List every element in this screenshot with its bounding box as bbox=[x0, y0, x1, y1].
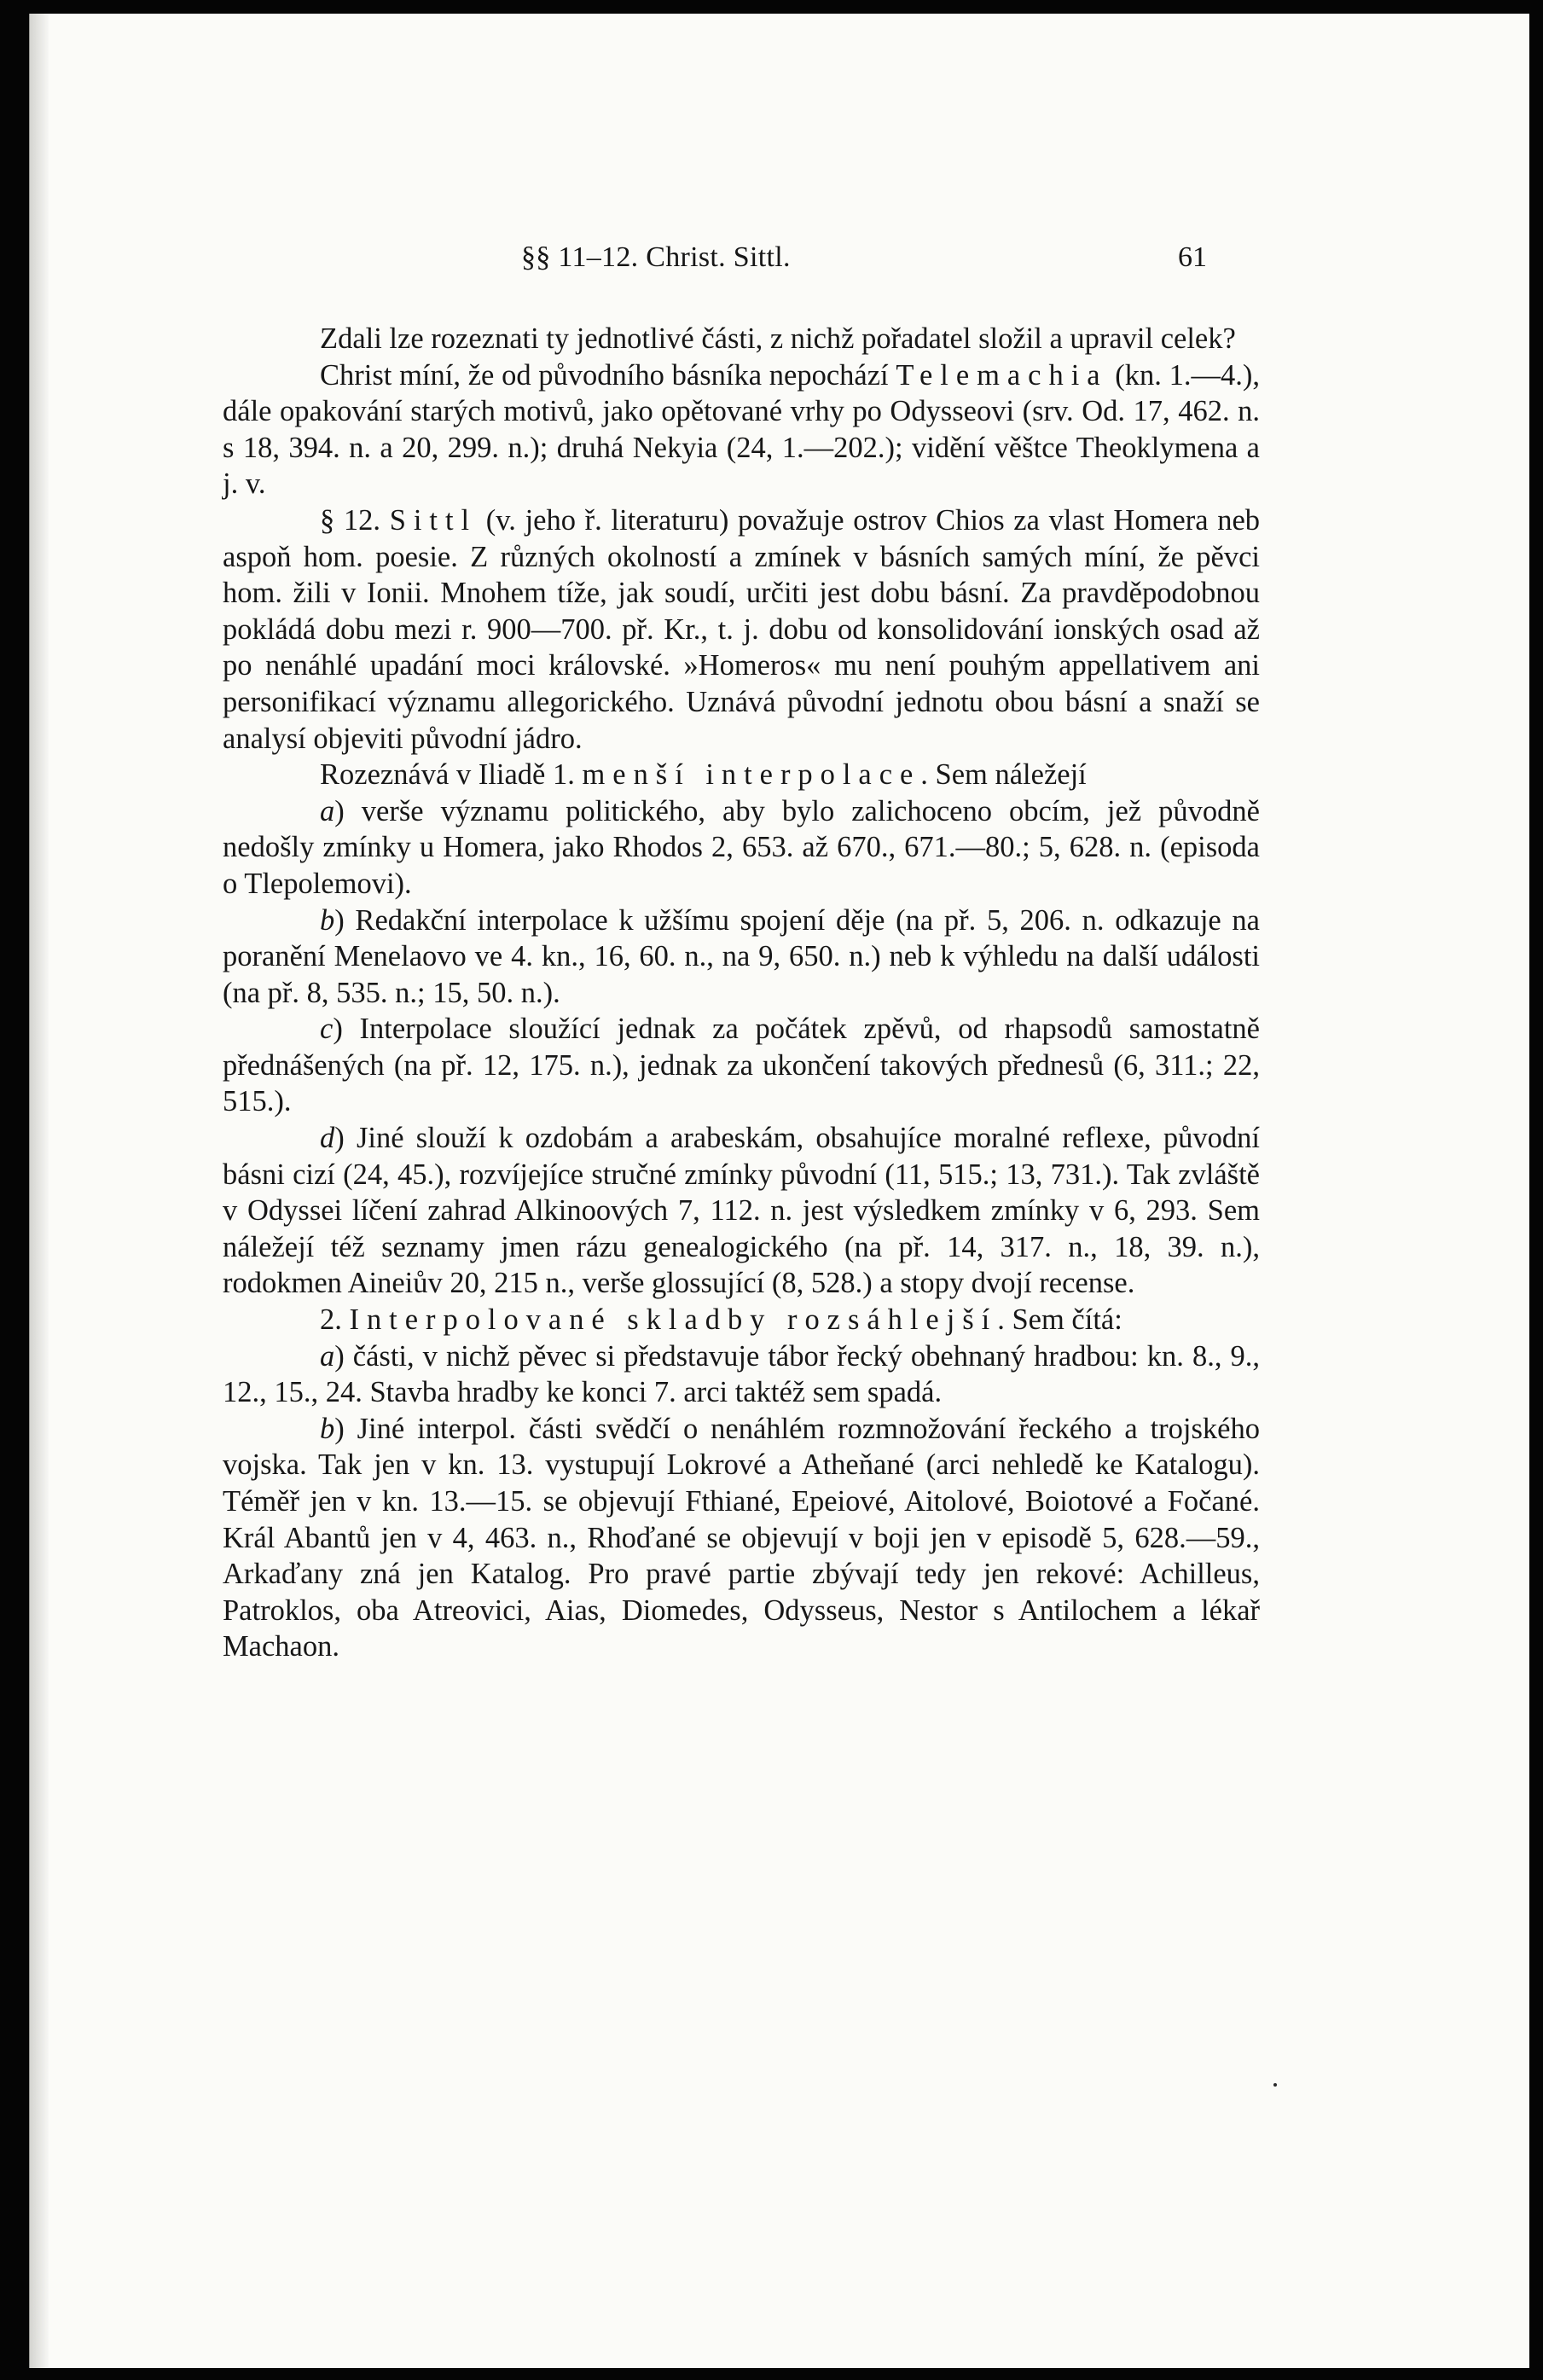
running-head bbox=[30, 232, 1529, 283]
text-segment: ) Jiné slouží k ozdobám a arabeskám, obsahujíce moralné reflexe, původní básni cizí (24, 45.), rozvíjejíce stručné zmínky původní (11, 515.; 13, 731.). Tak zvláště v Odyssei líčení zahrad Alkinoových 7, 112. n. jest výsledkem zmínky v 6, 293. Sem náležejí též seznamy jmen rázu genealogického (na př. 14, 317. n., 18, 39. n.), rodokmen Aineiův 20, 215 n., verše glossující (8, 528.) a stopy dvojí recense. bbox=[223, 1122, 1260, 1300]
text-segment: ) verše významu politického, aby bylo zalichoceno obcím, jež původně nedošly zmínky u Homera, jako Rhodos 2, 653. až 670., 671.—80.; 5, 628. n. (episoda o Tlepolemovi). bbox=[223, 794, 1260, 900]
paragraph-item-a bbox=[223, 793, 1260, 903]
paragraph-intro-question bbox=[223, 321, 1260, 357]
paragraph-item-2a bbox=[223, 1338, 1260, 1411]
item-letter: b bbox=[320, 903, 335, 937]
page-number: 61 bbox=[1178, 241, 1207, 273]
text-segment: ) Jiné interpol. části svědčí o nenáhlém rozmnožování řeckého a trojského vojska. Tak jen v kn. 13. vystupují Lokrové a Atheňané (arci nehledě ke Katalogu). Téměř jen v kn. 13.—15. se objevují Fthiané, Epeiové, Aitolové, Boiotové a Fočané. Král Abantů jen v 4, 463. n., Rhoďané se objevují v boji jen v episodě 5, 628.—59., Arkaďany zná jen Katalog. Pro pravé partie zbývají tedy jen rekové: Achilleus, Patroklos, oba Atreovici, Aias, Diomedes, Odysseus, Nestor s Antilochem a lékař Machaon. bbox=[223, 1412, 1260, 1663]
text-body bbox=[223, 321, 1260, 1665]
spaced-term: Sittl bbox=[389, 503, 478, 537]
text-segment: Zdali lze rozeznati ty jednotlivé části, z nichž pořadatel složil a upravil celek? bbox=[320, 322, 1236, 355]
item-letter: a bbox=[320, 1339, 335, 1373]
book-page bbox=[29, 14, 1529, 2368]
spaced-term: menší interpolace bbox=[582, 758, 921, 792]
paragraph-item-d bbox=[223, 1120, 1260, 1302]
item-letter: a bbox=[320, 794, 335, 827]
text-segment: ) části, v nichž pěvec si představuje tábor řecký obehnaný hradbou: kn. 8., 9., 12., 15., 24. Stavba hradby ke konci 7. arci taktéž sem spadá. bbox=[223, 1339, 1260, 1409]
text-segment: ) Interpolace sloužící jednak za počátek zpěvů, od rhapsodů samostatně přednášených (na př. 12, 175. n.), jednak za ukončení takových přednesů (6, 311.; 22, 515.). bbox=[223, 1013, 1260, 1118]
text-segment: ) Redakční interpolace k užšímu spojení děje (na př. 5, 206. n. odkazuje na poranění Menelaovo ve 4. kn., 16, 60. n., na 9, 650. n.) neb k výhledu na další události (na př. 8, 535. n.; 15, 50. n.). bbox=[223, 903, 1260, 1009]
paragraph-item-c bbox=[223, 1011, 1260, 1120]
text-segment: 2. bbox=[320, 1303, 350, 1337]
stray-mark bbox=[1273, 2083, 1277, 2087]
text-segment: (kn. 1.—4.), dále opakování starých motivů, jako opětované vrhy po Odysseovi (srv. Od. 17, 462. n. s 18, 394. n. a 20, 299. n.); druhá Nekyia (24, 1.—202.); vidění věštce Theoklymena a j. v. bbox=[223, 358, 1260, 501]
item-letter: c bbox=[320, 1013, 334, 1046]
spaced-term: Interpolované skladby rozsáhlejší bbox=[349, 1303, 998, 1337]
running-head-title: §§ 11–12. Christ. Sittl. bbox=[521, 241, 791, 273]
text-segment: (v. jeho ř. literaturu) považuje ostrov Chios za vlast Homera neb aspoň hom. poesie. Z různých okolností a zmínek v básních samých míní, že pěvci hom. žili v Ionii. Mnohem tíže, jak soudí, určiti jest dobu básní. Za pravděpodobnou pokládá dobu mezi r. 900—700. př. Kr., t. j. dobu od konsolidování ionských osad až po nenáhlé upadání moci královské. »Homeros« mu není pouhým appellativem ani personifikací významu allegorického. Uznává původní jednotu obou básní a snaží se analysí objeviti původní jádro. bbox=[223, 503, 1261, 755]
binding-edge bbox=[30, 14, 49, 2368]
paragraph-sittl bbox=[223, 502, 1260, 757]
paragraph-item-2b bbox=[223, 1411, 1260, 1665]
paragraph-larger-interpolations bbox=[223, 1302, 1260, 1338]
text-segment: Rozeznává v Iliadě 1. bbox=[320, 758, 583, 792]
text-segment: Christ míní, že od původního básníka nepochází bbox=[320, 358, 896, 392]
text-segment: § 12. bbox=[320, 503, 390, 537]
text-segment: . Sem čítá: bbox=[997, 1303, 1122, 1337]
paragraph-christ bbox=[223, 357, 1260, 502]
paragraph-minor-interpolations bbox=[223, 757, 1260, 793]
item-letter: b bbox=[320, 1412, 335, 1445]
text-segment: . Sem náležejí bbox=[920, 758, 1087, 792]
item-letter: d bbox=[320, 1122, 335, 1155]
spaced-term: Telemachia bbox=[896, 358, 1108, 392]
paragraph-item-b bbox=[223, 903, 1260, 1012]
